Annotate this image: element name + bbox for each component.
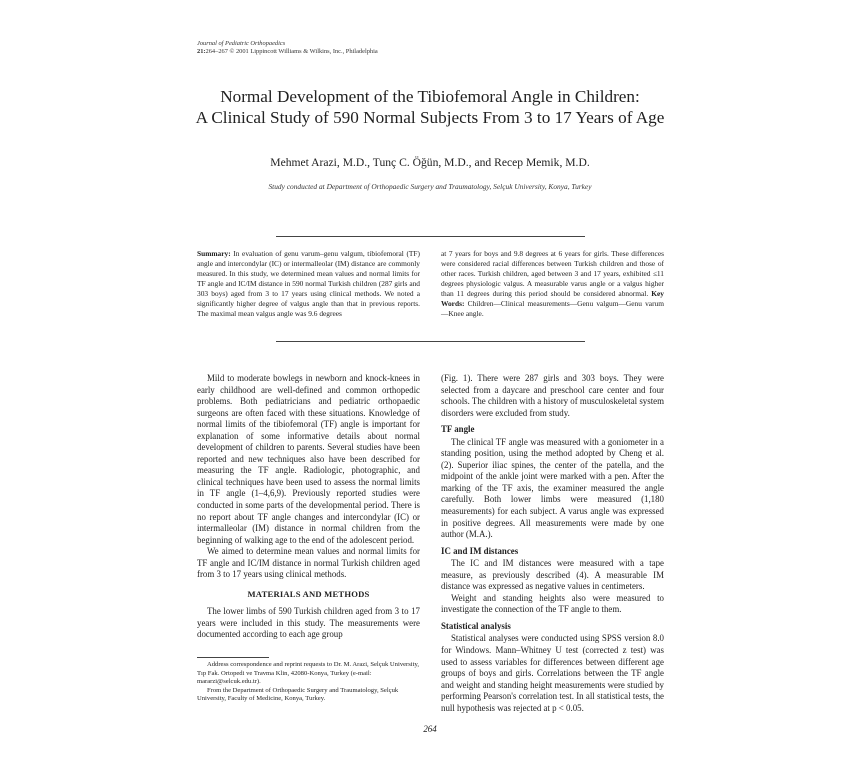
paper-title	[150, 86, 710, 128]
journal-citation	[197, 40, 378, 56]
abstract-top-rule	[276, 236, 585, 237]
tf-angle-paragraph: The clinical TF angle was measured with a goniometer in a standing position, using the method adopted by Cheng et al. (2). Superior iliac spines, the center of the patella, and the midpoint of the ankle joint were marked with a pen. After the marking of the TF axis, the examiner measured the angle carefully. Both lower limbs were measured (1,180 measurements) for each subject. A varus angle was expressed in positive degrees. All measurements were made by one author (M.A.).	[441, 436, 664, 540]
weight-height-paragraph: Weight and standing heights also were measured to investigate the connection of the TF angle to them.	[441, 592, 664, 615]
keywords: Children—Clinical measurements—Genu valgum—Genu varum—Knee angle.	[441, 299, 664, 318]
footnote-correspondence: Address correspondence and reprint requests to Dr. M. Arazi, Selçuk University, Tıp Fak. Ortopedi ve Travma Klin, 42080-Konya, Turkey (e-mail: mararzi@selcuk.edu.tr).	[197, 661, 419, 686]
affiliation: Study conducted at Department of Orthopaedic Surgery and Traumatology, Selçuk University, Konya, Turkey	[268, 182, 592, 191]
intro-paragraph-1: Mild to moderate bowlegs in newborn and knock-knees in early childhood are well-defined and common orthopedic problems. Both pediatricians and pediatric orthopaedic surgeons are often faced with these situations. Knowledge of normal limits of the tibiofemoral (TF) angle is important for explanation of some informative details about normal development of children to parents. Several studies have been reported and new techniques also have been described for measuring the TF angle. Radiologic, photographic, and clinical techniques have been used to assess the normal limits in TF angle (1–4,6,9). Previously reported studies were conducted in some parts of the developmental period. There is no report about TF angle changes and intercondylar (IC) or intermalleolar (IM) distance in normal children from the beginning of walking age to the end of the adolescent period.	[197, 373, 420, 545]
journal-volume-line	[197, 48, 378, 56]
methods-paragraph-1: The lower limbs of 590 Turkish children aged from 3 to 17 years were included in this study. The measurements were documented according to each age group	[197, 606, 420, 640]
journal-pages-publisher: 264–267 © 2001 Lippincott Williams & Wilkins, Inc., Philadelphia	[205, 48, 378, 55]
footnote-rule	[197, 657, 269, 658]
abstract-text-right: at 7 years for boys and 9.8 degrees at 6 years for girls. These differences were considered racial differences between Turkish children and those of other races. Turkish children, aged between 3 and 17 years, exhibited ≤11 degrees physiologic valgus. A measurable varus angle or a valgus higher than 11 degrees during this period should be considered abnormal.	[441, 249, 664, 298]
abstract-right-column	[441, 249, 664, 319]
authors: Mehmet Arazi, M.D., Tunç C. Öğün, M.D., and Recep Memik, M.D.	[270, 156, 590, 169]
abstract-label: Summary:	[197, 249, 231, 258]
section-heading-materials-methods: MATERIALS AND METHODS	[247, 588, 370, 599]
footnote-department: From the Department of Orthopaedic Surgery and Traumatology, Selçuk University, Faculty of Medicine, Konya, Turkey.	[197, 686, 399, 703]
ic-im-paragraph: The IC and IM distances were measured with a tape measure, as previously described (4). A measurable IM distance was expressed as negative values in centimeters.	[441, 558, 664, 592]
intro-paragraph-2: We aimed to determine mean values and normal limits for TF angle and IC/IM distance in normal Turkish children aged from 3 to 17 years using clinical methods.	[197, 546, 420, 580]
abstract-bottom-rule	[276, 341, 585, 342]
footnote	[197, 661, 420, 704]
body-right-column	[441, 373, 664, 714]
keywords-label: Key Words:	[441, 289, 664, 308]
title-line-1: Normal Development of the Tibiofemoral Angle in Children:	[220, 87, 640, 106]
body-left-column	[197, 373, 420, 641]
subheading-ic-im-distances: IC and IM distances	[441, 545, 519, 556]
subheading-statistical-analysis: Statistical analysis	[441, 620, 511, 631]
abstract-left-column	[197, 249, 420, 319]
statistics-paragraph: Statistical analyses were conducted using SPSS version 8.0 for Windows. Mann–Whitney U test (corrected z test) was used to assess variables for differences between different age groups of boys and girls. Correlations between the TF angle and weight and standing height measurements were studied by performing Pearson's correlation test. In all statistical tests, the null hypothesis was rejected at p < 0.05.	[441, 633, 664, 713]
page-number: 264	[423, 724, 437, 734]
abstract-text-left: In evaluation of genu varum–genu valgum, tibiofemoral (TF) angle and intercondylar (IC) or intermalleolar (IM) distance are commonly measured. In this study, we determined mean values and normal limits for TF angle and IC/IM distance in 590 normal Turkish children (287 girls and 303 boys) aged from 3 to 17 years using clinical methods. We noted a significantly higher degree of valgus angle than that in previous reports. The maximal mean valgus angle was 9.6 degrees	[197, 249, 420, 318]
title-line-2: A Clinical Study of 590 Normal Subjects From 3 to 17 Years of Age	[195, 108, 665, 127]
journal-volume: 21:	[197, 48, 206, 55]
journal-name: Journal of Pediatric Orthopaedics	[197, 40, 286, 47]
methods-paragraph-2: (Fig. 1). There were 287 girls and 303 boys. They were selected from a daycare and preschool care center and four schools. The children with a history of musculoskeletal system disorders were excluded from study.	[441, 373, 664, 418]
subheading-tf-angle: TF angle	[441, 424, 475, 435]
